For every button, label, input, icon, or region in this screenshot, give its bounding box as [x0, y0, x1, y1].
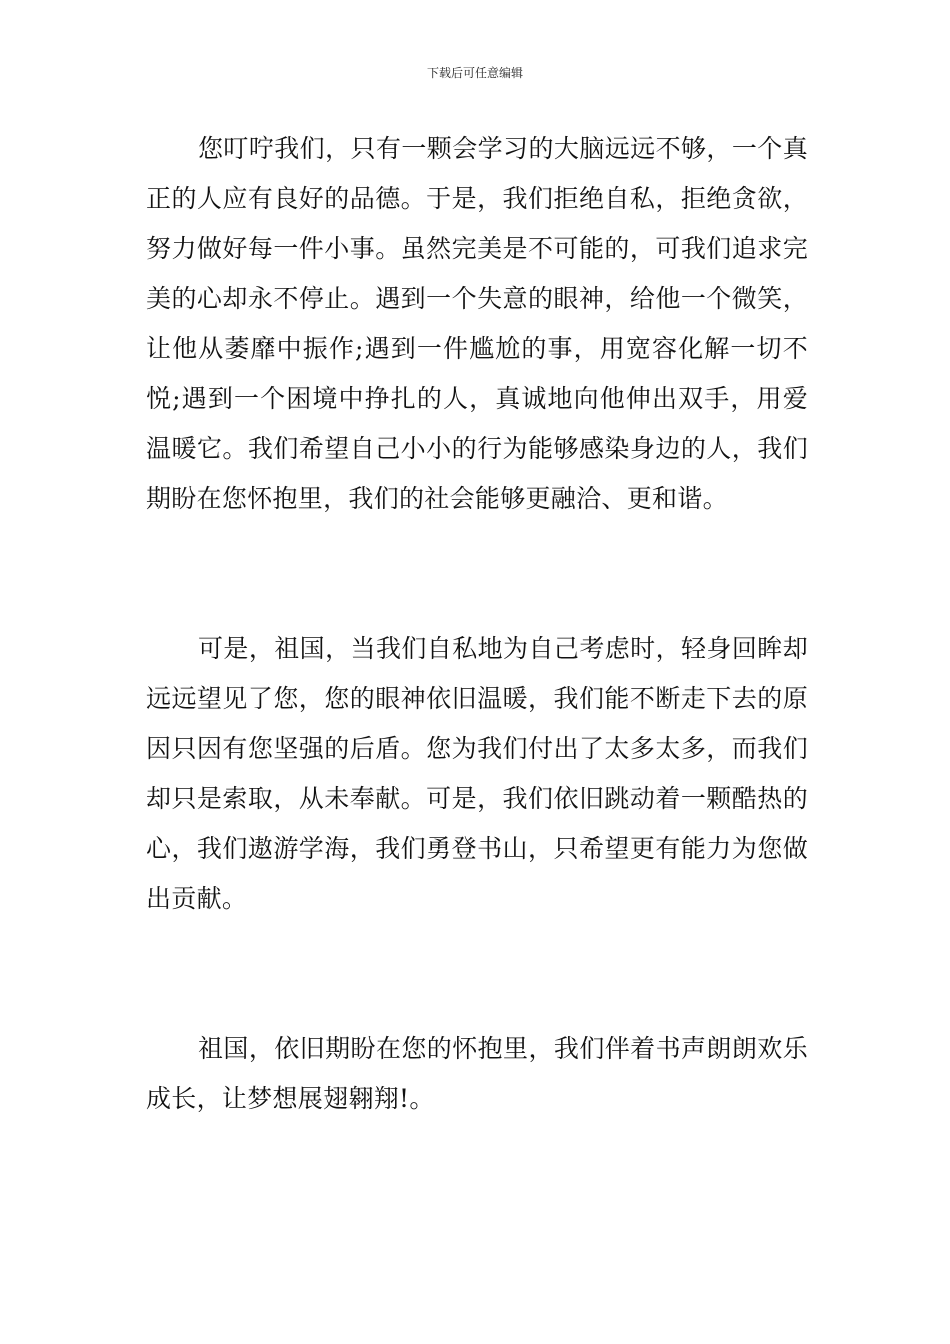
paragraph-2: 可是，祖国，当我们自私地为自己考虑时，轻身回眸却远远望见了您，您的眼神依旧温暖，我们能不断走下去的原因只因有您坚强的后盾。您为我们付出了太多太多，而我们却只是索取，从未奉献。可是，我们依旧跳动着一颗酷热的心，我们遨游学海，我们勇登书山，只希望更有能力为您做出贡献。 [146, 634, 808, 913]
page-header-note: 下载后可任意编辑 [426, 66, 523, 80]
paragraph-3: 祖国，依旧期盼在您的怀抱里，我们伴着书声朗朗欢乐成长，让梦想展翅翱翔!。 [146, 1034, 808, 1113]
paragraph-1: 您叮咛我们，只有一颗会学习的大脑远远不够，一个真正的人应有良好的品德。于是，我们拒绝自私，拒绝贪欲，努力做好每一件小事。虽然完美是不可能的，可我们追求完美的心却永不停止。遇到一个失意的眼神，给他一个微笑，让他从萎靡中振作;遇到一件尴尬的事，用宽容化解一切不悦;遇到一个困境中挣扎的人，真诚地向他伸出双手，用爱温暖它。我们希望自己小小的行为能够感染身边的人，我们期盼在您怀抱里，我们的社会能够更融洽、更和谐。 [146, 134, 808, 513]
document-body [146, 124, 808, 1124]
